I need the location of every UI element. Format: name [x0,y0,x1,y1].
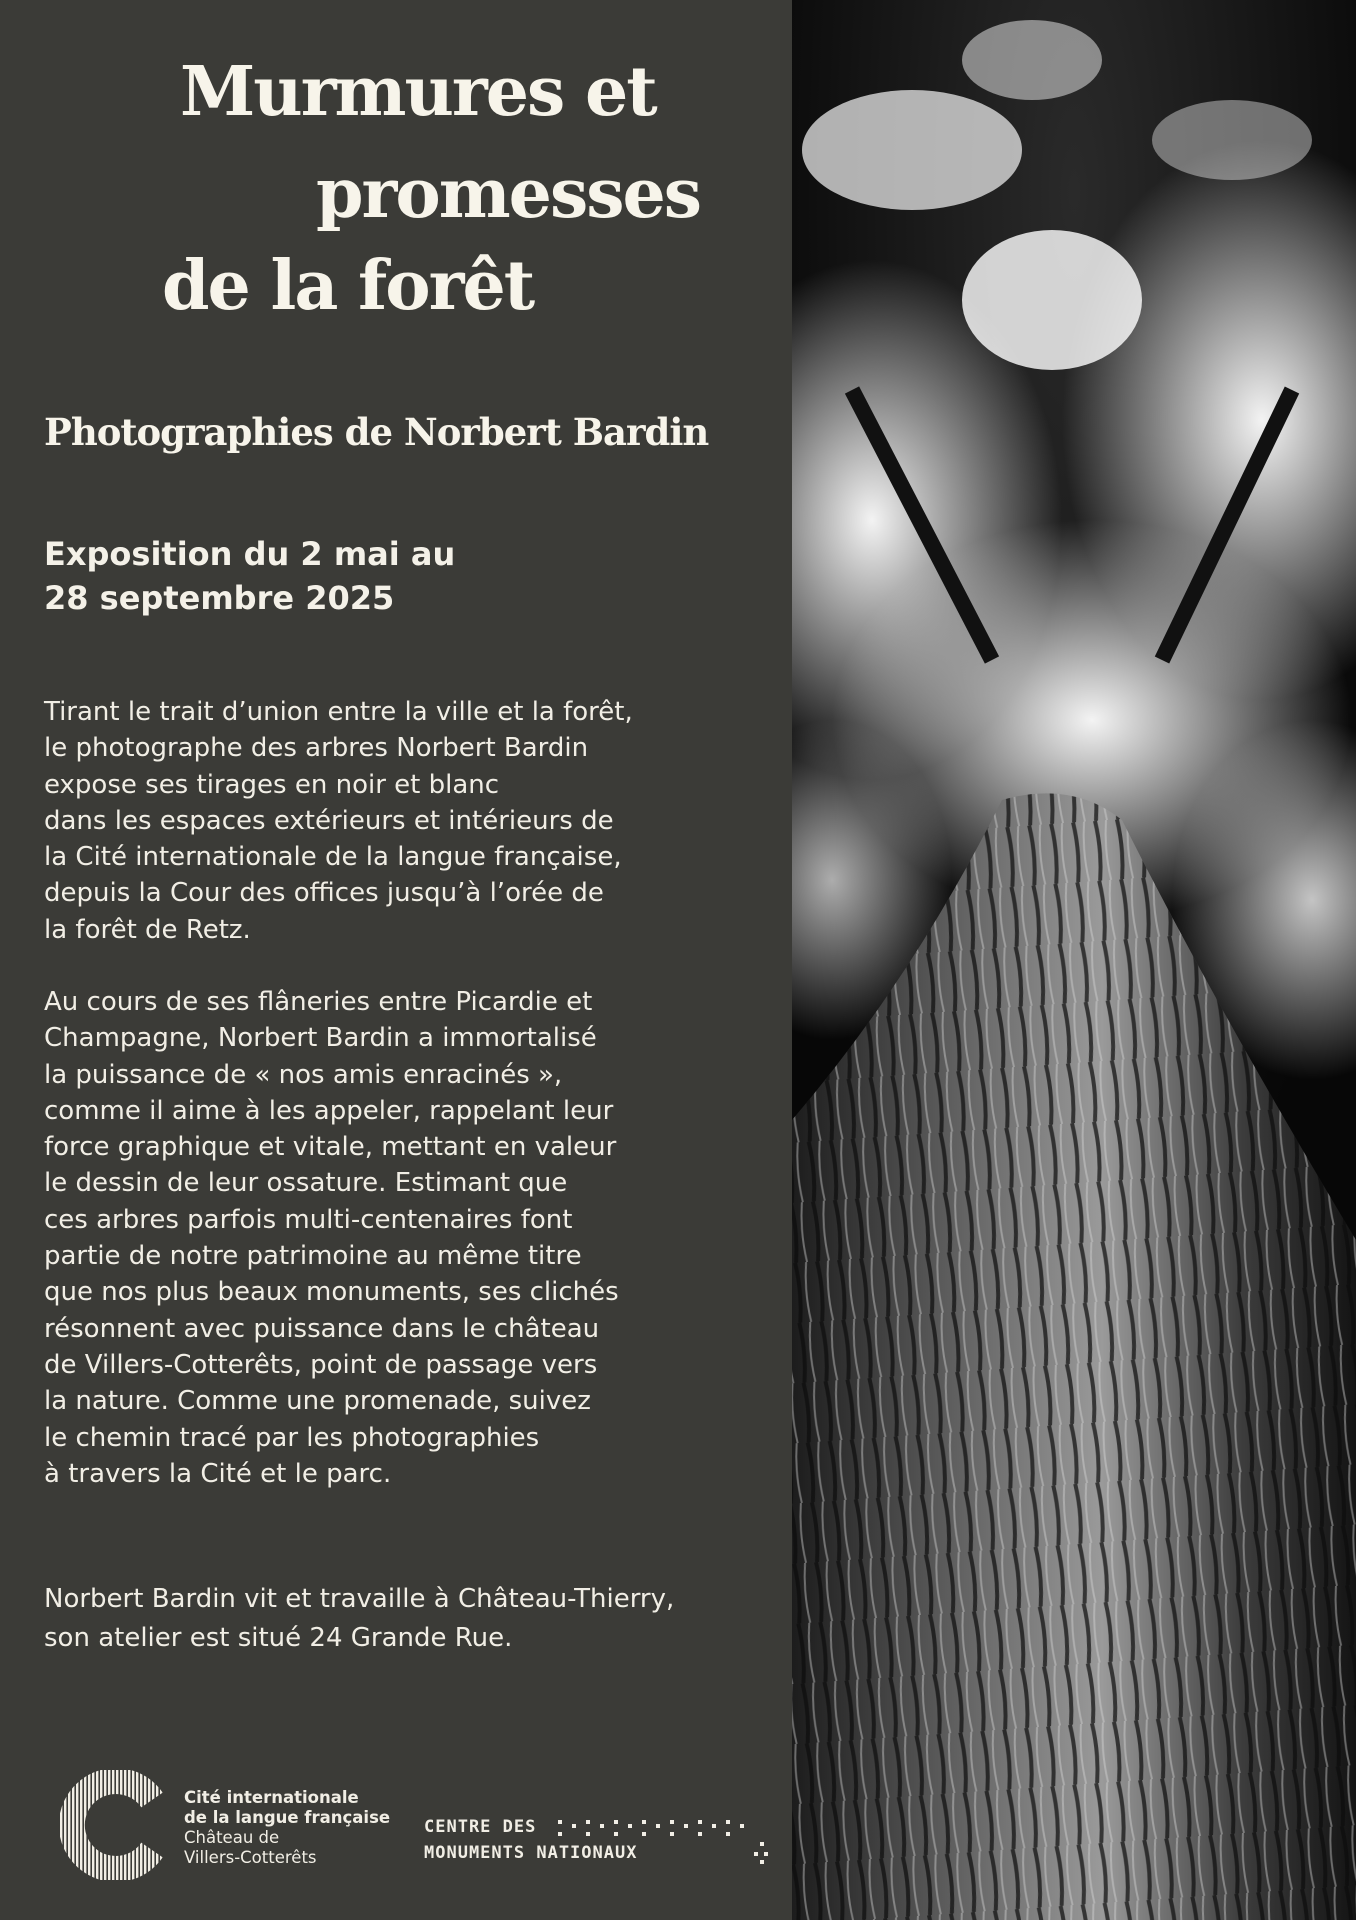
text-line: Au cours de ses flâneries entre Picardie et [44,987,593,1017]
text-line: la nature. Comme une promenade, suivez [44,1386,591,1417]
text-line: comme il aime à les appeler, rappelant leur [44,1095,614,1126]
paragraph-artist [44,1580,774,1658]
exhibition-dates [44,532,455,620]
paragraph-description [44,984,774,1492]
tree-trunk-upward-view-icon [792,0,1356,1920]
text-line: que nos plus beaux monuments, ses clichés [44,1277,619,1308]
cite-line-4: Villers-Cotterêts [184,1848,317,1867]
text-line: le chemin tracé par les photographies [44,1422,540,1453]
text-line: dans les espaces extérieurs et intérieurs de [44,805,614,836]
text-line: ces arbres parfois multi-centenaires font [44,1204,573,1235]
text-line: la forêt de Retz. [44,914,251,945]
text-line: Champagne, Norbert Bardin a immortalisé [44,1023,597,1054]
text-line: force graphique et vitale, mettant en valeur [44,1132,617,1163]
cite-c-logo-icon [60,1770,170,1880]
cmn-emblem-icon [550,1818,772,1866]
subtitle: Photographies de Norbert Bardin [44,410,709,454]
partner-logos [60,1770,760,1880]
text-line: expose ses tirages en noir et blanc [44,769,500,800]
text-line: partie de notre patrimoine au même titre [44,1241,582,1272]
text-line: le dessin de leur ossature. Estimant que [44,1168,568,1199]
text-line: Norbert Bardin vit et travaille à Château-Thierry, [44,1584,675,1614]
text-line: son atelier est situé 24 Grande Rue. [44,1623,513,1653]
text-line: le photographe des arbres Norbert Bardin [44,733,589,764]
text-line: à travers la Cité et le parc. [44,1458,392,1489]
paragraph-intro [44,694,774,948]
cite-line-2: de la langue française [184,1808,391,1827]
tree-photograph [792,0,1356,1920]
text-line: depuis la Cour des offices jusqu’à l’orée de [44,878,604,909]
cite-logo-text [184,1788,390,1868]
cite-line-3: Château de [184,1828,280,1847]
dates-line-2: 28 septembre 2025 [44,579,395,617]
dates-line-1: Exposition du 2 mai au [44,535,456,573]
title-line-1: Murmures et [180,52,656,132]
text-line: résonnent avec puissance dans le château [44,1313,600,1344]
cmn-line-1: CENTRE DES [424,1817,537,1837]
title-line-2: promesses [316,154,701,234]
text-line: la puissance de « nos amis enracinés », [44,1059,563,1090]
cmn-line-2: MONUMENTS NATIONAUX [424,1843,638,1863]
text-line: de Villers-Cotterêts, point de passage vers [44,1349,598,1380]
title-line-3: de la forêt [162,246,534,326]
text-line: la Cité internationale de la langue française, [44,842,622,873]
text-line: Tirant le trait d’union entre la ville et la forêt, [44,697,633,727]
cite-line-1: Cité internationale [184,1788,359,1807]
